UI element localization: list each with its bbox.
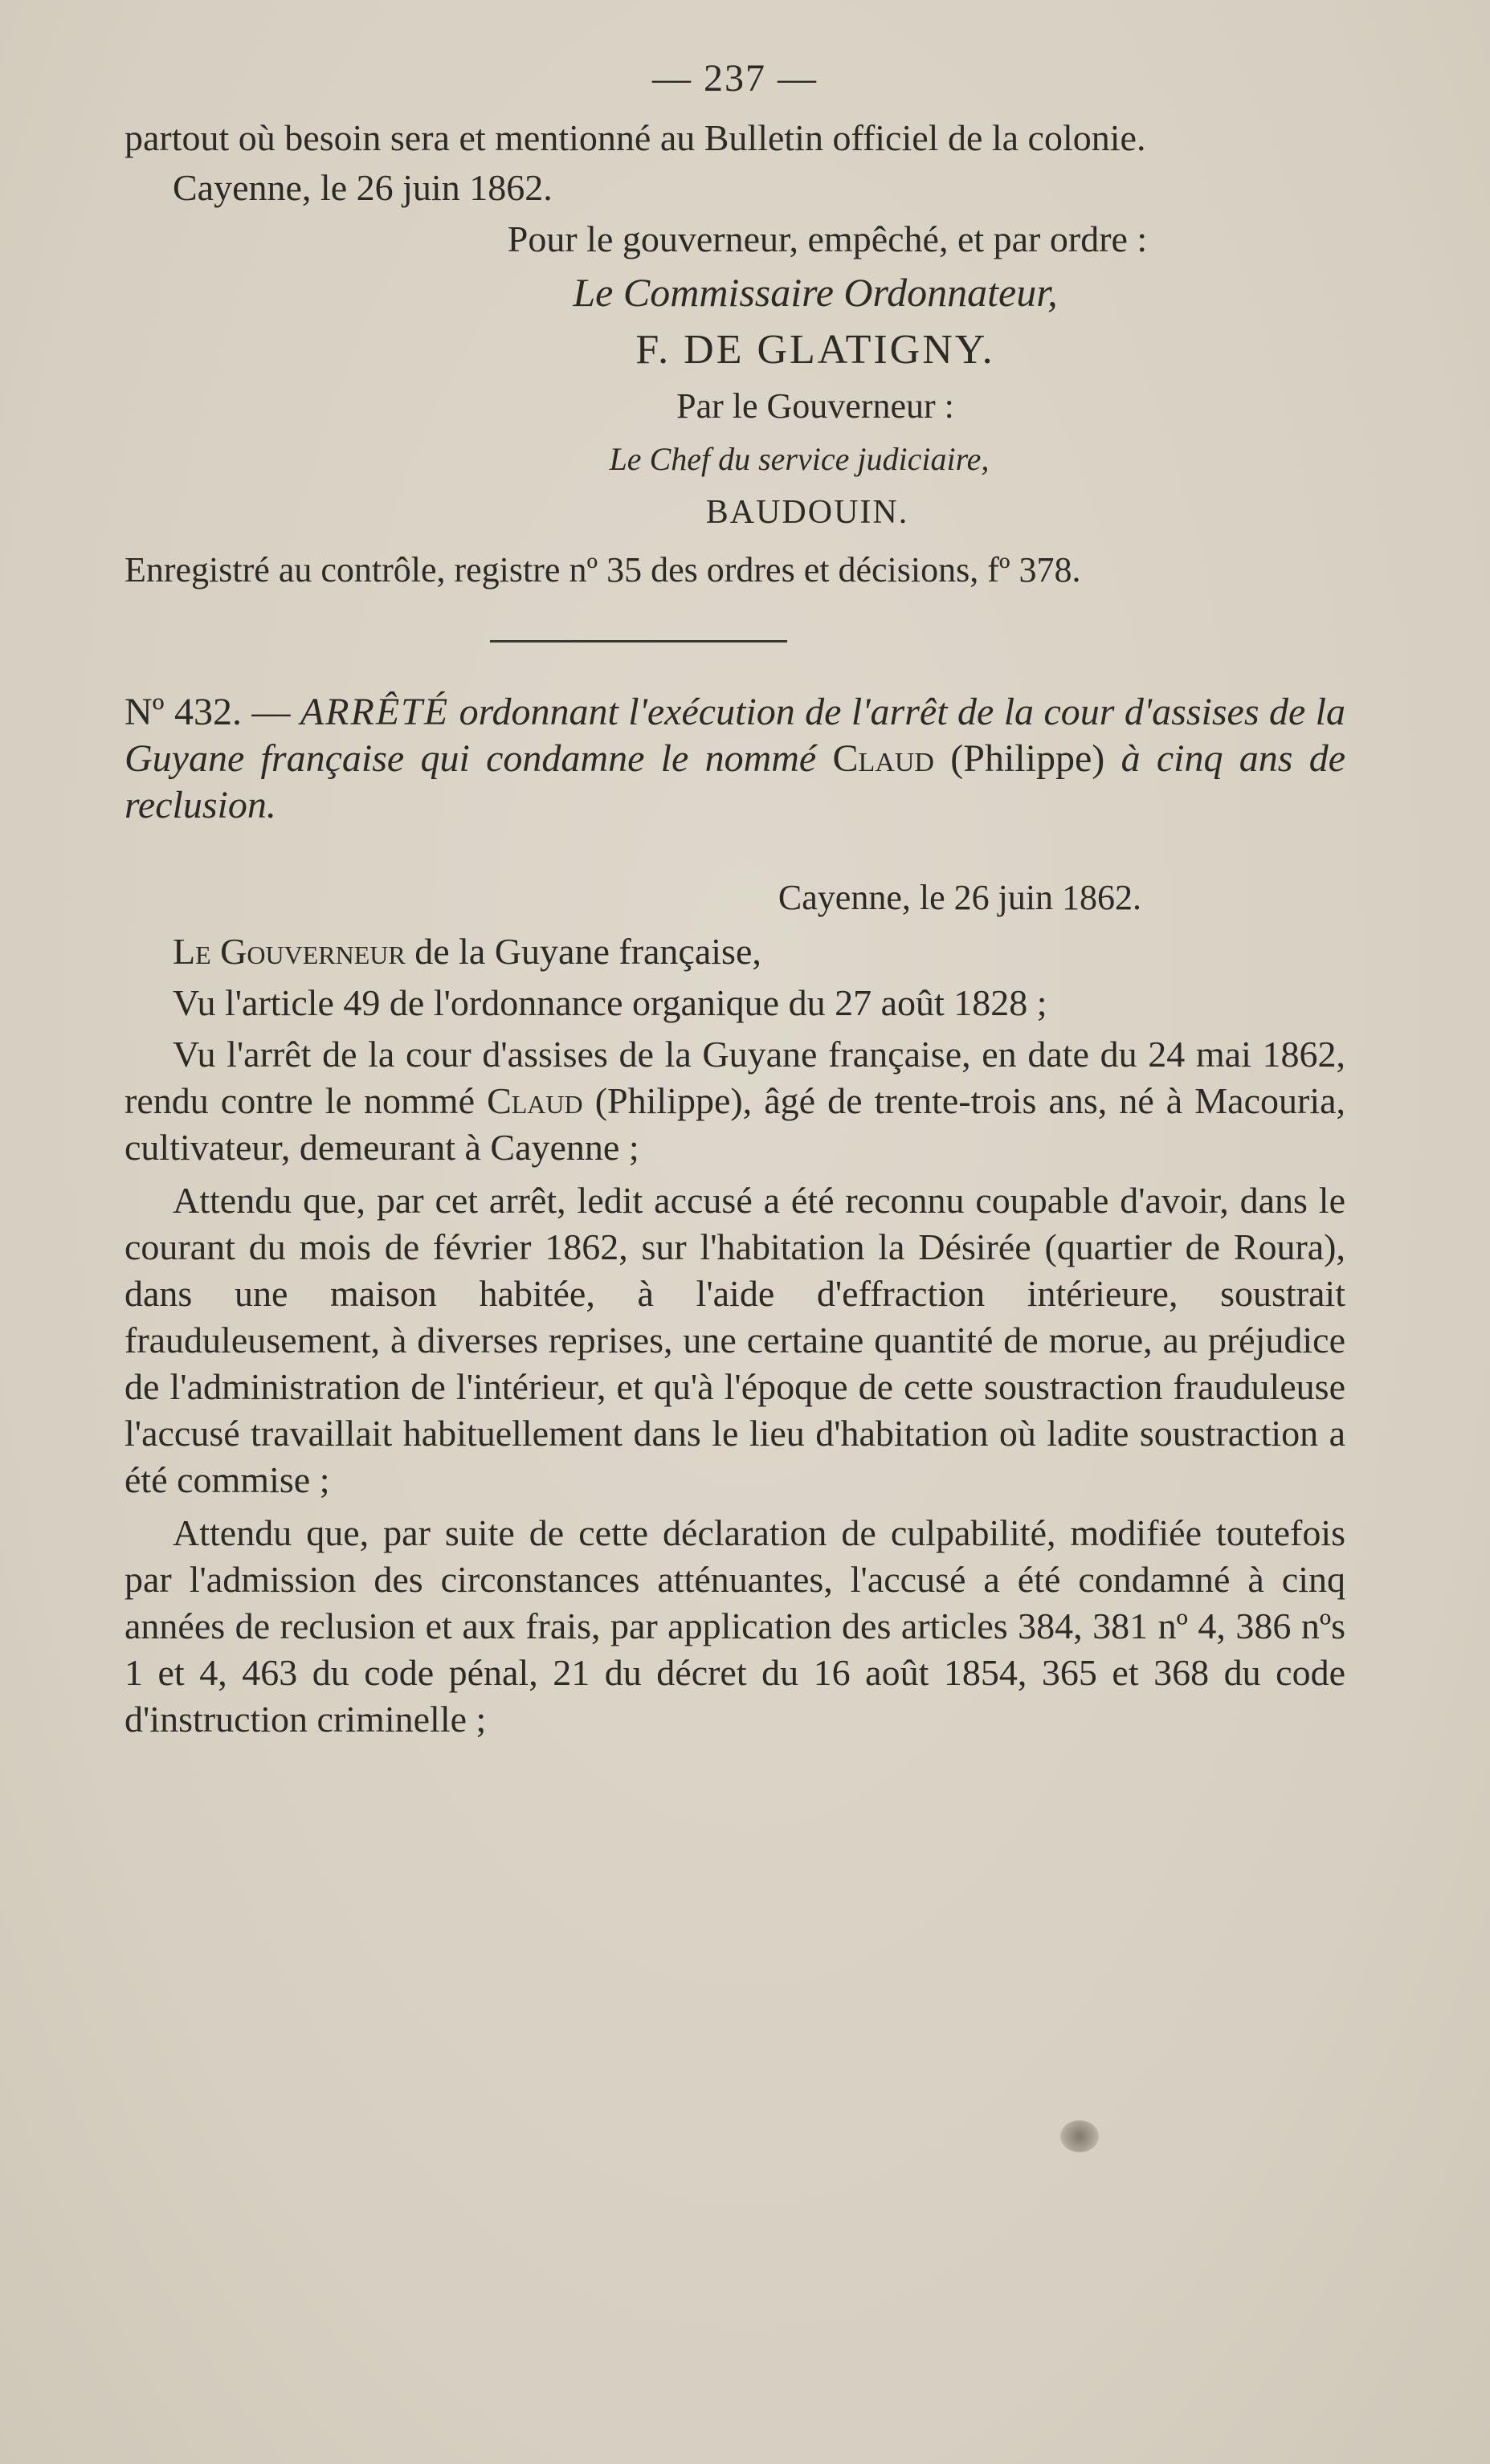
section-divider (490, 640, 787, 643)
governor-opening (125, 928, 1345, 975)
date-line: Cayenne, le 26 juin 1862. (173, 167, 553, 208)
governor-smallcaps: Le Gouverneur (173, 931, 406, 972)
decree-number: Nº 432. — (125, 691, 291, 733)
signature-block (125, 214, 1345, 539)
page-number: — 237 — (652, 57, 818, 100)
decree-person-given: (Philippe) (950, 737, 1105, 780)
signature-title-chef-judiciaire: Le Chef du service judiciaire, (609, 441, 990, 477)
attendu-paragraph-1: Attendu que, par cet arrêt, ledit accusé a été reconnu coupable d'avoir, dans le courant du mois de février 1862, sur l'habitation la Désirée (quartier de Roura), dans une maison habitée, à l'aide d'effraction intérieure, soustrait frauduleusement, à diverses reprises, une certaine quantité de morue, au préjudice de l'administration de l'intérieur, et qu'à l'époque de cette soustraction frauduleuse l'accusé travaillait habituellement dans le lieu d'habitation où ladite soustraction a été commise ; (125, 1180, 1345, 1500)
attendu-paragraph-2: Attendu que, par suite de cette déclaration de culpabilité, modifiée toutefois par l'admission des circonstances atténuantes, l'accusé a été condamné à cinq années de reclusion et aux frais, par application des articles 384, 381 nº 4, 386 nºs 1 et 4, 463 du code pénal, 21 du décret du 16 août 1854, 365 et 368 du code d'instruction criminelle ; (125, 1512, 1345, 1740)
vu-arret-text-b: (Philippe), âgé de trente-trois ans, né à Macouria, cultivateur, demeurant à Cayenne ; (125, 1080, 1346, 1168)
vu-article-paragraph: Vu l'article 49 de l'ordonnance organique du 27 août 1828 ; (173, 982, 1047, 1023)
continuation-paragraph: partout où besoin sera et mentionné au Bulletin officiel de la colonie. (125, 117, 1146, 158)
registry-note: Enregistré au contrôle, registre nº 35 des ordres et décisions, fº 378. (125, 550, 1081, 589)
vu-arret-text-a: Vu l'arrêt de la cour d'assises de la Guyane française, en date du 24 mai 1862, rendu contre le nommé (125, 1034, 1345, 1121)
vu-arret-person: Claud (487, 1080, 583, 1121)
signature-authority-line: Pour le gouverneur, empêché, et par ordre : (507, 218, 1148, 259)
decree-title-end: à cinq ans de reclusion. (125, 737, 1346, 826)
signature-title-commissaire: Le Commissaire Ordonnateur, (573, 270, 1058, 315)
signature-by-governor: Par le Gouverneur : (676, 386, 954, 426)
governor-rest: de la Guyane française, (414, 931, 761, 972)
decree-heading (125, 689, 1345, 829)
decree-title-word: ARRÊTÉ (300, 691, 450, 733)
page-content (125, 56, 1345, 1743)
signature-name-glatigny: F. DE GLATIGNY. (635, 327, 995, 373)
vu-arret-paragraph (125, 1031, 1345, 1171)
signature-name-baudouin: BAUDOUIN. (705, 494, 909, 531)
decree-person-name: Claud (832, 737, 934, 780)
decree-title-text: ordonnant l'exécution de l'arrêt de la cour d'assises de la Guyane française qui condamne le nommé (125, 691, 1346, 780)
ink-smudge (1060, 2120, 1099, 2152)
decree-place-date: Cayenne, le 26 juin 1862. (778, 878, 1142, 917)
